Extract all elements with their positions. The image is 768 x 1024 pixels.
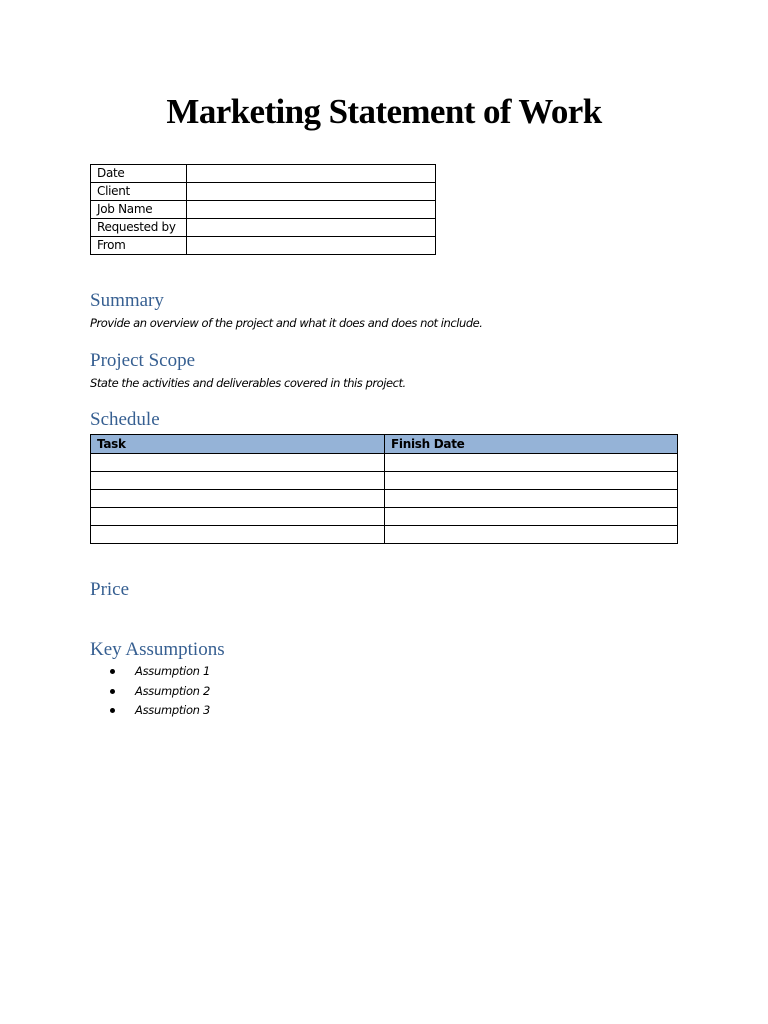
- finish-date-cell[interactable]: [385, 454, 678, 472]
- finish-date-cell[interactable]: [385, 490, 678, 508]
- info-label: Requested by: [91, 219, 187, 237]
- task-cell[interactable]: [91, 472, 385, 490]
- key-assumptions-heading: Key Assumptions: [90, 639, 225, 660]
- bullet-icon: [110, 669, 115, 674]
- info-label: Job Name: [91, 201, 187, 219]
- info-value[interactable]: [187, 165, 436, 183]
- info-row-requested-by: [91, 219, 436, 237]
- assumption-text: Assumption 3: [135, 703, 211, 717]
- info-label: From: [91, 237, 187, 255]
- project-scope-text: State the activities and deliverables covered in this project.: [90, 376, 406, 390]
- table-row: [91, 472, 678, 490]
- summary-text: Provide an overview of the project and what it does and does not include.: [90, 316, 483, 330]
- schedule-table: [90, 434, 678, 544]
- column-header-task: Task: [91, 435, 385, 454]
- info-value[interactable]: [187, 183, 436, 201]
- table-row: [91, 526, 678, 544]
- bullet-icon: [110, 708, 115, 713]
- finish-date-cell[interactable]: [385, 508, 678, 526]
- table-row: [91, 490, 678, 508]
- column-header-finish-date: Finish Date: [385, 435, 678, 454]
- schedule-header-row: [91, 435, 678, 454]
- info-value[interactable]: [187, 201, 436, 219]
- info-row-client: [91, 183, 436, 201]
- assumptions-list: [90, 662, 210, 721]
- task-cell[interactable]: [91, 526, 385, 544]
- finish-date-cell[interactable]: [385, 472, 678, 490]
- task-cell[interactable]: [91, 490, 385, 508]
- info-value[interactable]: [187, 219, 436, 237]
- info-label: Date: [91, 165, 187, 183]
- document-title: Marketing Statement of Work: [166, 92, 602, 131]
- list-item: [90, 682, 210, 702]
- info-row-date: [91, 165, 436, 183]
- info-row-from: [91, 237, 436, 255]
- schedule-heading: Schedule: [90, 409, 160, 430]
- list-item: [90, 701, 210, 721]
- bullet-icon: [110, 689, 115, 694]
- assumption-text: Assumption 1: [135, 664, 211, 678]
- info-label: Client: [91, 183, 187, 201]
- info-value[interactable]: [187, 237, 436, 255]
- table-row: [91, 508, 678, 526]
- task-cell[interactable]: [91, 508, 385, 526]
- finish-date-cell[interactable]: [385, 526, 678, 544]
- table-row: [91, 454, 678, 472]
- assumption-text: Assumption 2: [135, 683, 211, 698]
- list-item: [90, 662, 210, 682]
- summary-heading: Summary: [90, 290, 164, 311]
- task-cell[interactable]: [91, 454, 385, 472]
- price-heading: Price: [90, 579, 130, 600]
- job-info-table: [90, 164, 436, 255]
- info-row-job-name: [91, 201, 436, 219]
- project-scope-heading: Project Scope: [90, 350, 196, 371]
